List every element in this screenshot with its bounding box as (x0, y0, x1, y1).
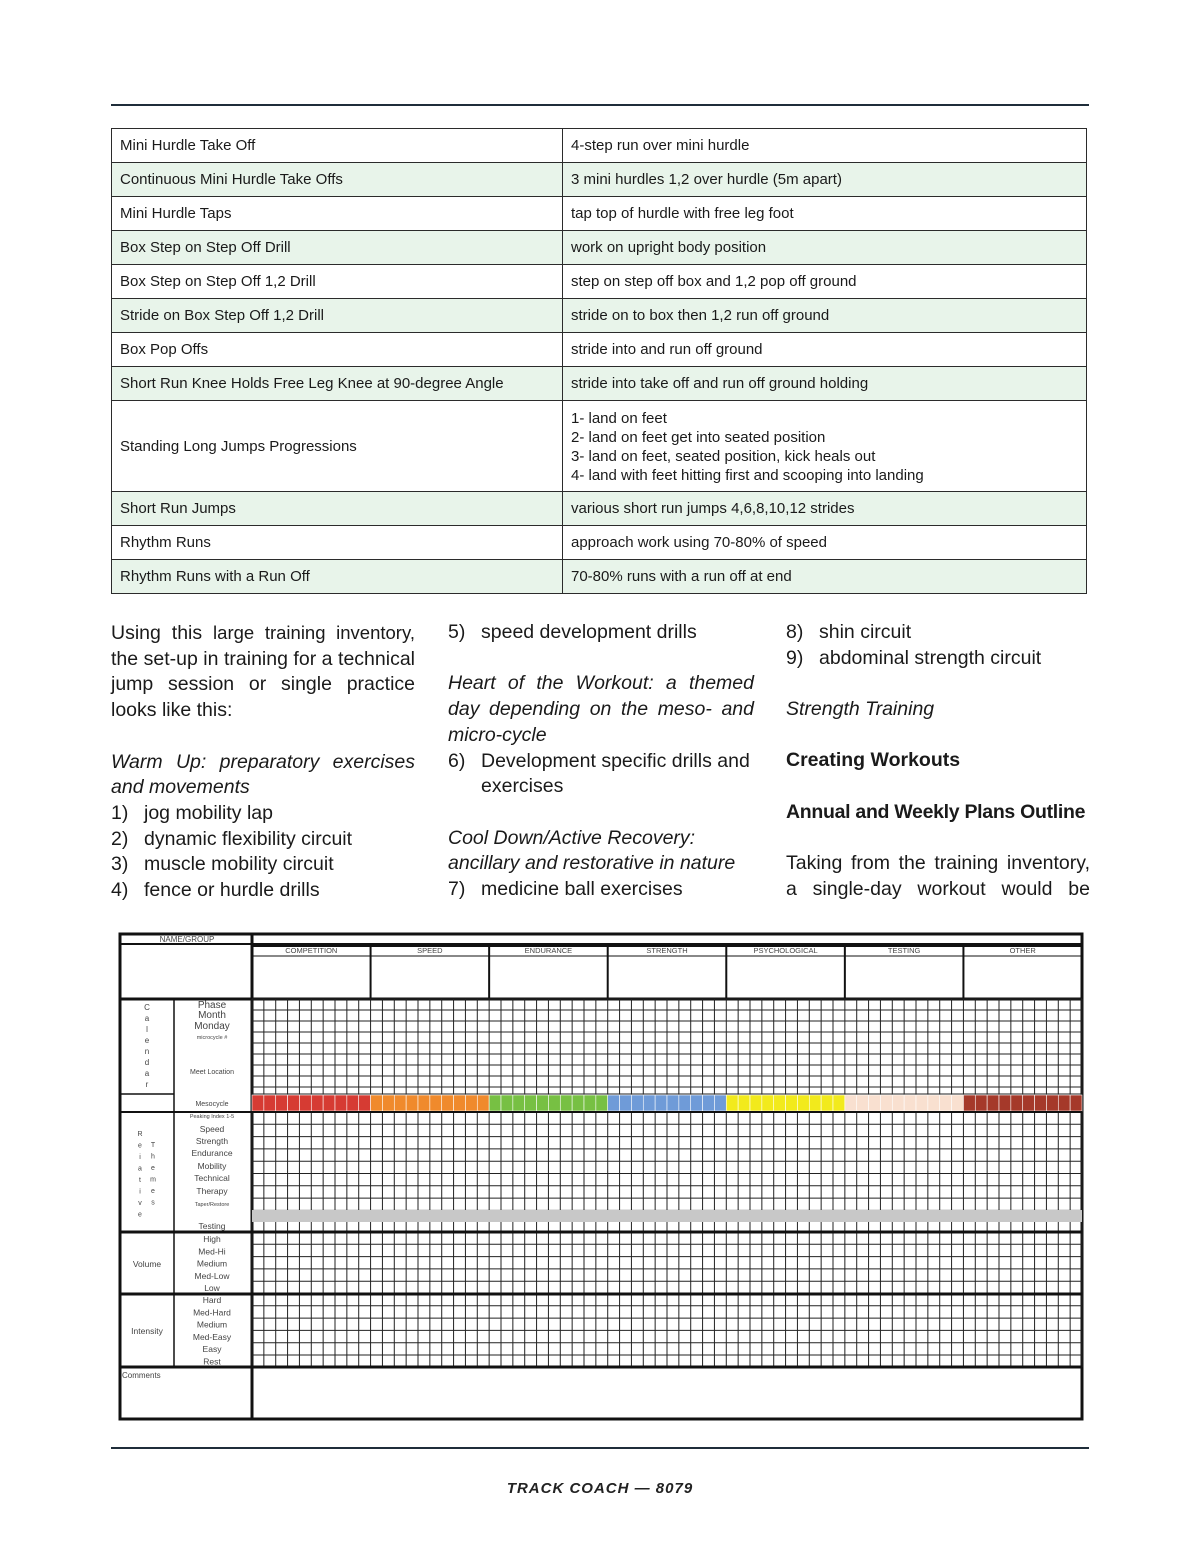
intensity-row-label: Hard (202, 1295, 222, 1305)
rhythm-letter: e (151, 1165, 155, 1172)
list-text: shin circuit (819, 621, 912, 643)
intensity-row-label: Med-Easy (192, 1331, 232, 1342)
drill-description-cell (563, 526, 1087, 560)
list-text: dynamic flexibility circuit (144, 827, 353, 850)
mesocycle-cell (264, 1095, 276, 1111)
mesocycle-cell (584, 1095, 596, 1111)
list-item (111, 878, 415, 904)
list-number: 4) (111, 879, 129, 902)
drill-description-line: 70-80% runs with a run off at end (571, 568, 792, 585)
volume-row-label: Medium (196, 1258, 228, 1269)
mesocycle-cell (276, 1095, 288, 1111)
comments-label: Comments (122, 1371, 161, 1380)
calendar-row-label: Phase (197, 1000, 227, 1011)
rhythm-letter: e (138, 1211, 142, 1219)
mesocycle-cell (572, 1095, 584, 1111)
table-row (112, 231, 1087, 265)
drill-description-cell (563, 299, 1087, 333)
table-row (112, 560, 1087, 594)
mesocycle-cell (288, 1095, 300, 1111)
rhythm-row-label: Speed (199, 1124, 225, 1134)
mesocycle-cell (1058, 1095, 1070, 1111)
list-number: 6) (448, 749, 466, 772)
mesocycle-cell (750, 1095, 762, 1111)
table-row (112, 299, 1087, 333)
intensity-row-label: Med-Hard (193, 1307, 231, 1318)
closing-line-1: Taking from the training inventory, (786, 852, 1090, 875)
rhythm-letter: i (139, 1154, 141, 1161)
list-text: jog mobility lap (144, 801, 273, 824)
intro-rest: the set-up in training for a technical jump session or single practice looks like this: (111, 647, 415, 722)
rhythm-row-label: Mobility (197, 1161, 227, 1171)
rhythm-row-label: Endurance (191, 1148, 233, 1158)
list-item (448, 749, 754, 800)
rhythm-row-label: Therapy (196, 1186, 228, 1196)
mesocycle-cell (916, 1095, 928, 1111)
rhythm-letter: T (150, 1142, 156, 1149)
bottom-rule (111, 1447, 1089, 1449)
name-group-label: NAME/GROUP (159, 935, 215, 944)
drill-inventory-table (111, 128, 1087, 594)
mesocycle-cell (975, 1095, 987, 1111)
mesocycle-cell (477, 1095, 489, 1111)
drill-description-line: approach work using 70-80% of speed (571, 534, 827, 551)
calendar-row-label: Monday (194, 1021, 230, 1032)
rhythm-letter: m (150, 1176, 156, 1184)
mesocycle-cell (857, 1095, 869, 1111)
calendar-letter: C (144, 1003, 150, 1012)
mesocycle-cell (1011, 1095, 1023, 1111)
list-text: speed development drills (481, 621, 697, 643)
mesocycle-cell (774, 1095, 786, 1111)
mesocycle-cell (394, 1095, 406, 1111)
drill-description-line: stride into take off and run off ground holding (571, 375, 869, 392)
drill-description-cell (563, 492, 1087, 526)
list-number: 2) (111, 827, 129, 850)
drill-name-cell: Stride on Box Step Off 1,2 Drill (112, 299, 563, 333)
mesocycle-cell (1070, 1095, 1082, 1111)
table-row (112, 333, 1087, 367)
list-item (111, 852, 415, 878)
list-text: Development specific drills and exercises (481, 749, 750, 798)
mesocycle-cell (987, 1095, 999, 1111)
annual-plans-heading: Annual and Weekly Plans Outline (786, 800, 1086, 823)
mesocycle-cell (596, 1095, 608, 1111)
category-label: SPEED (417, 946, 443, 955)
mesocycle-cell (833, 1095, 845, 1111)
calendar-letter: d (144, 1058, 150, 1067)
intro-lead-rest: large training inventory, (213, 622, 415, 643)
drill-description-cell (563, 129, 1087, 163)
drill-description-line: work on upright body position (571, 239, 767, 256)
mesocycle-cell (465, 1095, 477, 1111)
mesocycle-cell (703, 1095, 715, 1111)
volume-row-label: Med-Low (194, 1270, 230, 1281)
list-text: abdominal strength circuit (819, 646, 1042, 669)
list-text: medicine ball exercises (481, 878, 683, 900)
text-column-3 (786, 620, 1090, 903)
category-label: COMPETITION (285, 946, 338, 955)
rhythm-row-label: Strength (195, 1136, 229, 1146)
drill-name-cell: Box Step on Step Off 1,2 Drill (112, 265, 563, 299)
rhythm-letter: h (151, 1153, 155, 1161)
mesocycle-cell (845, 1095, 857, 1111)
mesocycle-cell (359, 1095, 371, 1111)
table-row (112, 367, 1087, 401)
drill-name-cell: Short Run Knee Holds Free Leg Knee at 90-degree Angle (112, 367, 563, 401)
mesocycle-cell (1046, 1095, 1058, 1111)
drill-name-cell: Box Step on Step Off Drill (112, 231, 563, 265)
mesocycle-cell (999, 1095, 1011, 1111)
drill-description-cell (563, 367, 1087, 401)
table-row (112, 163, 1087, 197)
calendar-letter: n (144, 1047, 150, 1056)
mesocycle-cell (655, 1095, 667, 1111)
mesocycle-cell (513, 1095, 525, 1111)
volume-label: Volume (132, 1259, 162, 1269)
rhythm-letter: t (139, 1177, 141, 1184)
list-item (448, 620, 754, 646)
table-row (112, 492, 1087, 526)
rhythm-letter: a (138, 1165, 142, 1173)
drill-description-line: 1- land on feet (571, 410, 667, 427)
rhythm-letter: e (151, 1188, 155, 1195)
calendar-letter: a (144, 1014, 150, 1023)
drill-name-cell: Short Run Jumps (112, 492, 563, 526)
drill-description-line: 3- land on feet, seated position, kick heals out (571, 448, 876, 465)
drill-name-cell: Box Pop Offs (112, 333, 563, 367)
drill-description-line: 2- land on feet get into seated position (571, 429, 826, 446)
list-number: 3) (111, 853, 129, 876)
mesocycle-cell (1035, 1095, 1047, 1111)
rhythm-letter: i (139, 1188, 141, 1196)
mesocycle-cell (608, 1095, 620, 1111)
mesocycle-cell (904, 1095, 916, 1111)
mesocycle-cell (489, 1095, 501, 1111)
mesocycle-cell (821, 1095, 833, 1111)
table-row (112, 197, 1087, 231)
drill-description-line: step on step off box and 1,2 pop off ground (571, 273, 857, 290)
rhythm-letter: v (138, 1200, 142, 1207)
intensity-row-label: Easy (202, 1344, 222, 1355)
mesocycle-cell (1023, 1095, 1035, 1111)
list-number: 5) (448, 621, 466, 643)
mesocycle-cell (928, 1095, 940, 1111)
mesocycle-cell (347, 1095, 359, 1111)
mesocycle-cell (560, 1095, 572, 1111)
table-row (112, 129, 1087, 163)
mesocycle-cell (643, 1095, 655, 1111)
drill-description-line: various short run jumps 4,6,8,10,12 strides (571, 500, 855, 517)
mesocycle-cell (762, 1095, 774, 1111)
drill-description-line: stride into and run off ground (571, 341, 763, 358)
drill-description-line: 4-step run over mini hurdle (571, 137, 750, 154)
mesocycle-cell (371, 1095, 383, 1111)
list-text: fence or hurdle drills (144, 879, 320, 902)
mesocycle-cell (714, 1095, 726, 1111)
drill-description-cell (563, 197, 1087, 231)
warmup-heading: Warm Up: preparatory exercises and movements (111, 750, 415, 799)
calendar-row-label: Mesocycle (195, 1101, 229, 1108)
mesocycle-cell (963, 1095, 975, 1111)
drill-description-line: 4- land with feet hitting first and scooping into landing (571, 467, 924, 484)
closing-line-2: a single-day workout would be (786, 877, 1090, 900)
list-item (786, 646, 1090, 672)
drill-name-cell: Mini Hurdle Taps (112, 197, 563, 231)
mesocycle-cell (952, 1095, 964, 1111)
mesocycle-cell (620, 1095, 632, 1111)
mesocycle-cell (679, 1095, 691, 1111)
calendar-letter: l (146, 1025, 148, 1034)
list-item (111, 827, 415, 853)
creating-workouts-heading: Creating Workouts (786, 749, 961, 772)
category-label: ENDURANCE (524, 946, 573, 955)
page-footer: TRACK COACH — 8079 (506, 1480, 694, 1497)
drill-description-cell (563, 265, 1087, 299)
mesocycle-cell (525, 1095, 537, 1111)
drill-name-cell: Rhythm Runs with a Run Off (112, 560, 563, 594)
mesocycle-cell (631, 1095, 643, 1111)
top-rule (111, 104, 1089, 106)
drill-name-cell: Mini Hurdle Take Off (112, 129, 563, 163)
list-item (448, 877, 754, 903)
mesocycle-cell (738, 1095, 750, 1111)
mesocycle-cell (691, 1095, 703, 1111)
drill-table-body (112, 129, 1087, 594)
list-number: 1) (111, 801, 129, 824)
mesocycle-cell (430, 1095, 442, 1111)
rhythm-row-label: Technical (194, 1173, 230, 1183)
mesocycle-cell (892, 1095, 904, 1111)
testing-band (252, 1210, 1082, 1222)
list-text: muscle mobility circuit (144, 853, 334, 876)
mesocycle-cell (809, 1095, 821, 1111)
volume-row-label: High (203, 1234, 221, 1244)
volume-row-label: Low (204, 1283, 220, 1294)
drill-description-cell (563, 231, 1087, 265)
drill-description-cell (563, 333, 1087, 367)
mesocycle-cell (323, 1095, 335, 1111)
category-label: PSYCHOLOGICAL (753, 946, 818, 955)
intro-lead: Using this (111, 622, 203, 644)
intensity-row-label: Rest (203, 1356, 221, 1367)
mesocycle-cell (335, 1095, 347, 1111)
drill-description-cell (563, 401, 1087, 492)
drill-description-cell (563, 163, 1087, 197)
mesocycle-cell (382, 1095, 394, 1111)
rhythm-letter: s (151, 1199, 155, 1207)
cooldown-heading: Cool Down/Active Recovery: ancillary and restorative in nature (448, 826, 736, 875)
rhythm-letter: R (137, 1131, 143, 1138)
list-item (111, 801, 415, 827)
mesocycle-cell (311, 1095, 323, 1111)
strength-heading: Strength Training (786, 698, 935, 721)
list-number: 7) (448, 878, 466, 900)
calendar-row-label: Month (198, 1010, 226, 1021)
drill-name-cell: Continuous Mini Hurdle Take Offs (112, 163, 563, 197)
mesocycle-cell (252, 1095, 264, 1111)
mesocycle-cell (667, 1095, 679, 1111)
mesocycle-cell (406, 1095, 418, 1111)
rhythm-row-label: Peaking Index 1-5 (189, 1114, 235, 1120)
calendar-letter: r (145, 1080, 149, 1089)
rhythm-row-label: Testing (198, 1221, 226, 1231)
heart-heading: Heart of the Workout: a themed day depending on the meso- and micro-cycle (448, 672, 754, 746)
mesocycle-cell (454, 1095, 466, 1111)
table-row (112, 401, 1087, 492)
mesocycle-cell (786, 1095, 798, 1111)
rhythm-letter: e (138, 1142, 142, 1150)
intensity-row-label: Medium (196, 1319, 228, 1330)
annual-plan-chart (112, 922, 1088, 1422)
mesocycle-cell (869, 1095, 881, 1111)
rhythm-row-label: Taper/Restore (194, 1202, 230, 1208)
list-number: 9) (786, 646, 804, 669)
category-label: STRENGTH (646, 946, 688, 955)
table-row (112, 265, 1087, 299)
table-row (112, 526, 1087, 560)
mesocycle-cell (880, 1095, 892, 1111)
mesocycle-cell (418, 1095, 430, 1111)
intro-paragraph (111, 620, 415, 724)
drill-name-cell: Rhythm Runs (112, 526, 563, 560)
calendar-row-label: Meet Location (190, 1069, 234, 1076)
text-column-1 (111, 620, 415, 904)
mesocycle-cell (442, 1095, 454, 1111)
drill-description-line: tap top of hurdle with free leg foot (571, 205, 794, 222)
mesocycle-cell (548, 1095, 560, 1111)
category-label: OTHER (1009, 946, 1036, 955)
mesocycle-cell (726, 1095, 738, 1111)
mesocycle-cell (940, 1095, 952, 1111)
category-label: TESTING (887, 946, 921, 955)
calendar-letter: a (144, 1069, 150, 1078)
calendar-row-label: microcycle # (196, 1035, 228, 1041)
volume-row-label: Med-Hi (198, 1246, 226, 1257)
drill-description-line: stride on to box then 1,2 run off ground (571, 307, 830, 324)
mesocycle-cell (501, 1095, 513, 1111)
intensity-label: Intensity (131, 1326, 163, 1336)
mesocycle-cell (537, 1095, 549, 1111)
list-number: 8) (786, 621, 804, 643)
text-column-2 (448, 620, 754, 903)
drill-description-line: 3 mini hurdles 1,2 over hurdle (5m apart) (571, 171, 842, 188)
mesocycle-cell (299, 1095, 311, 1111)
list-item (786, 620, 1090, 646)
drill-description-cell (563, 560, 1087, 594)
mesocycle-cell (797, 1095, 809, 1111)
drill-name-cell: Standing Long Jumps Progressions (112, 401, 563, 492)
calendar-letter: e (144, 1036, 150, 1045)
